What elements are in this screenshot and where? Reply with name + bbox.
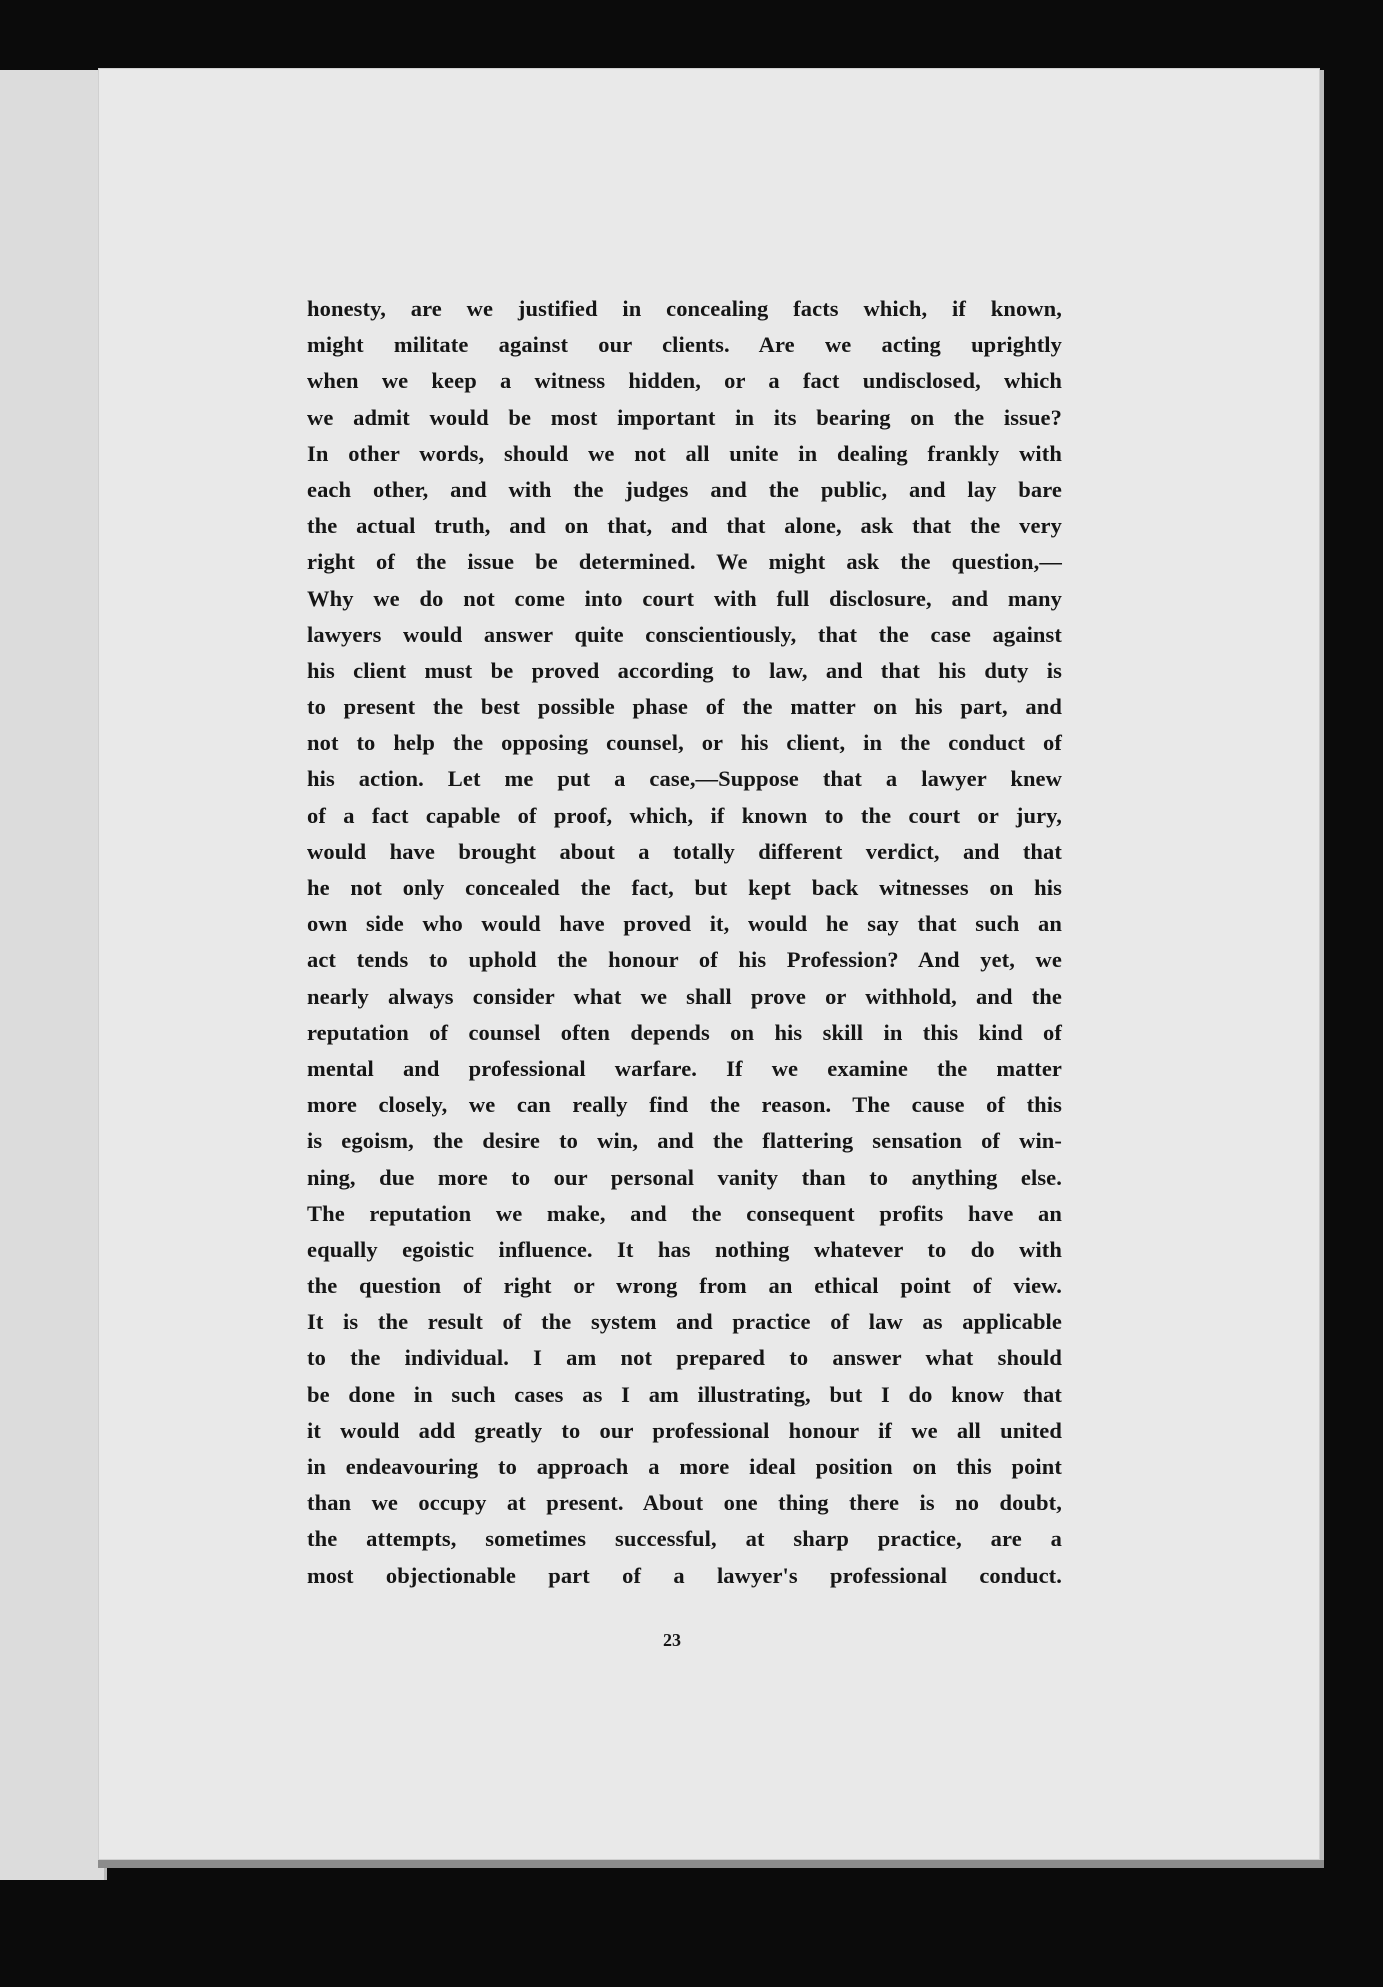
text-line: own side who would have proved it, would he say that such an bbox=[307, 911, 1062, 937]
text-line: would have brought about a totally different verdict, and that bbox=[307, 838, 1062, 864]
text-line: of a fact capable of proof, which, if known to the court or jury, bbox=[307, 802, 1062, 828]
text-line: in endeavouring to approach a more ideal position on this point bbox=[307, 1454, 1062, 1479]
page-number: 23 bbox=[663, 1630, 681, 1650]
text-line: it would add greatly to our professional honour if we all united bbox=[307, 1417, 1062, 1443]
page-right-edge bbox=[1320, 70, 1324, 1860]
text-line: Why we do not come into court with full disclosure, and many bbox=[307, 585, 1062, 611]
page-bottom-edge bbox=[98, 1860, 1324, 1868]
text-line: when we keep a witness hidden, or a fact undisclosed, which bbox=[307, 368, 1062, 394]
text-line: more closely, we can really find the reason. The cause of this bbox=[307, 1092, 1062, 1118]
text-line: might militate against our clients. Are we acting uprightly bbox=[307, 332, 1062, 358]
text-line: mental and professional warfare. If we examine the matter bbox=[307, 1055, 1062, 1081]
text-line: than we occupy at present. About one thing there is no doubt, bbox=[307, 1490, 1062, 1516]
text-line: right of the issue be determined. We might ask the question,— bbox=[307, 549, 1062, 575]
text-line: nearly always consider what we shall prove or withhold, and the bbox=[307, 983, 1062, 1009]
text-line: he not only concealed the fact, but kept back witnesses on his bbox=[307, 875, 1062, 900]
text-line: the question of right or wrong from an ethical point of view. bbox=[307, 1273, 1062, 1299]
body-text bbox=[307, 291, 1062, 1594]
text-line: the attempts, sometimes successful, at sharp practice, are a bbox=[307, 1526, 1062, 1552]
text-line: It is the result of the system and practice of law as applicable bbox=[307, 1309, 1062, 1335]
text-line: equally egoistic influence. It has nothing whatever to do with bbox=[307, 1236, 1062, 1262]
text-line: be done in such cases as I am illustrating, but I do know that bbox=[307, 1381, 1062, 1407]
text-line: to the individual. I am not prepared to answer what should bbox=[307, 1345, 1062, 1371]
text-line: The reputation we make, and the consequent profits have an bbox=[307, 1200, 1062, 1226]
text-line: his action. Let me put a case,—Suppose that a lawyer knew bbox=[307, 766, 1062, 792]
text-line: his client must be proved according to law, and that his duty is bbox=[307, 657, 1062, 683]
text-line: the actual truth, and on that, and that alone, ask that the very bbox=[307, 513, 1062, 539]
text-line: act tends to uphold the honour of his Profession? And yet, we bbox=[307, 947, 1062, 973]
text-line: lawyers would answer quite conscientiously, that the case against bbox=[307, 621, 1062, 647]
facing-page-edge bbox=[0, 70, 107, 1880]
text-line: most objectionable part of a lawyer's professional conduct. bbox=[307, 1562, 1062, 1588]
text-line: is egoism, the desire to win, and the flattering sensation of win- bbox=[307, 1128, 1062, 1154]
text-line: In other words, should we not all unite in dealing frankly with bbox=[307, 440, 1062, 466]
text-line: we admit would be most important in its bearing on the issue? bbox=[307, 404, 1062, 430]
text-line: each other, and with the judges and the public, and lay bare bbox=[307, 476, 1062, 502]
text-line: honesty, are we justified in concealing facts which, if known, bbox=[307, 296, 1062, 321]
text-line: reputation of counsel often depends on his skill in this kind of bbox=[307, 1019, 1062, 1045]
text-line: to present the best possible phase of the matter on his part, and bbox=[307, 694, 1062, 720]
text-line: ning, due more to our personal vanity than to anything else. bbox=[307, 1164, 1062, 1190]
text-line: not to help the opposing counsel, or his client, in the conduct of bbox=[307, 730, 1062, 756]
